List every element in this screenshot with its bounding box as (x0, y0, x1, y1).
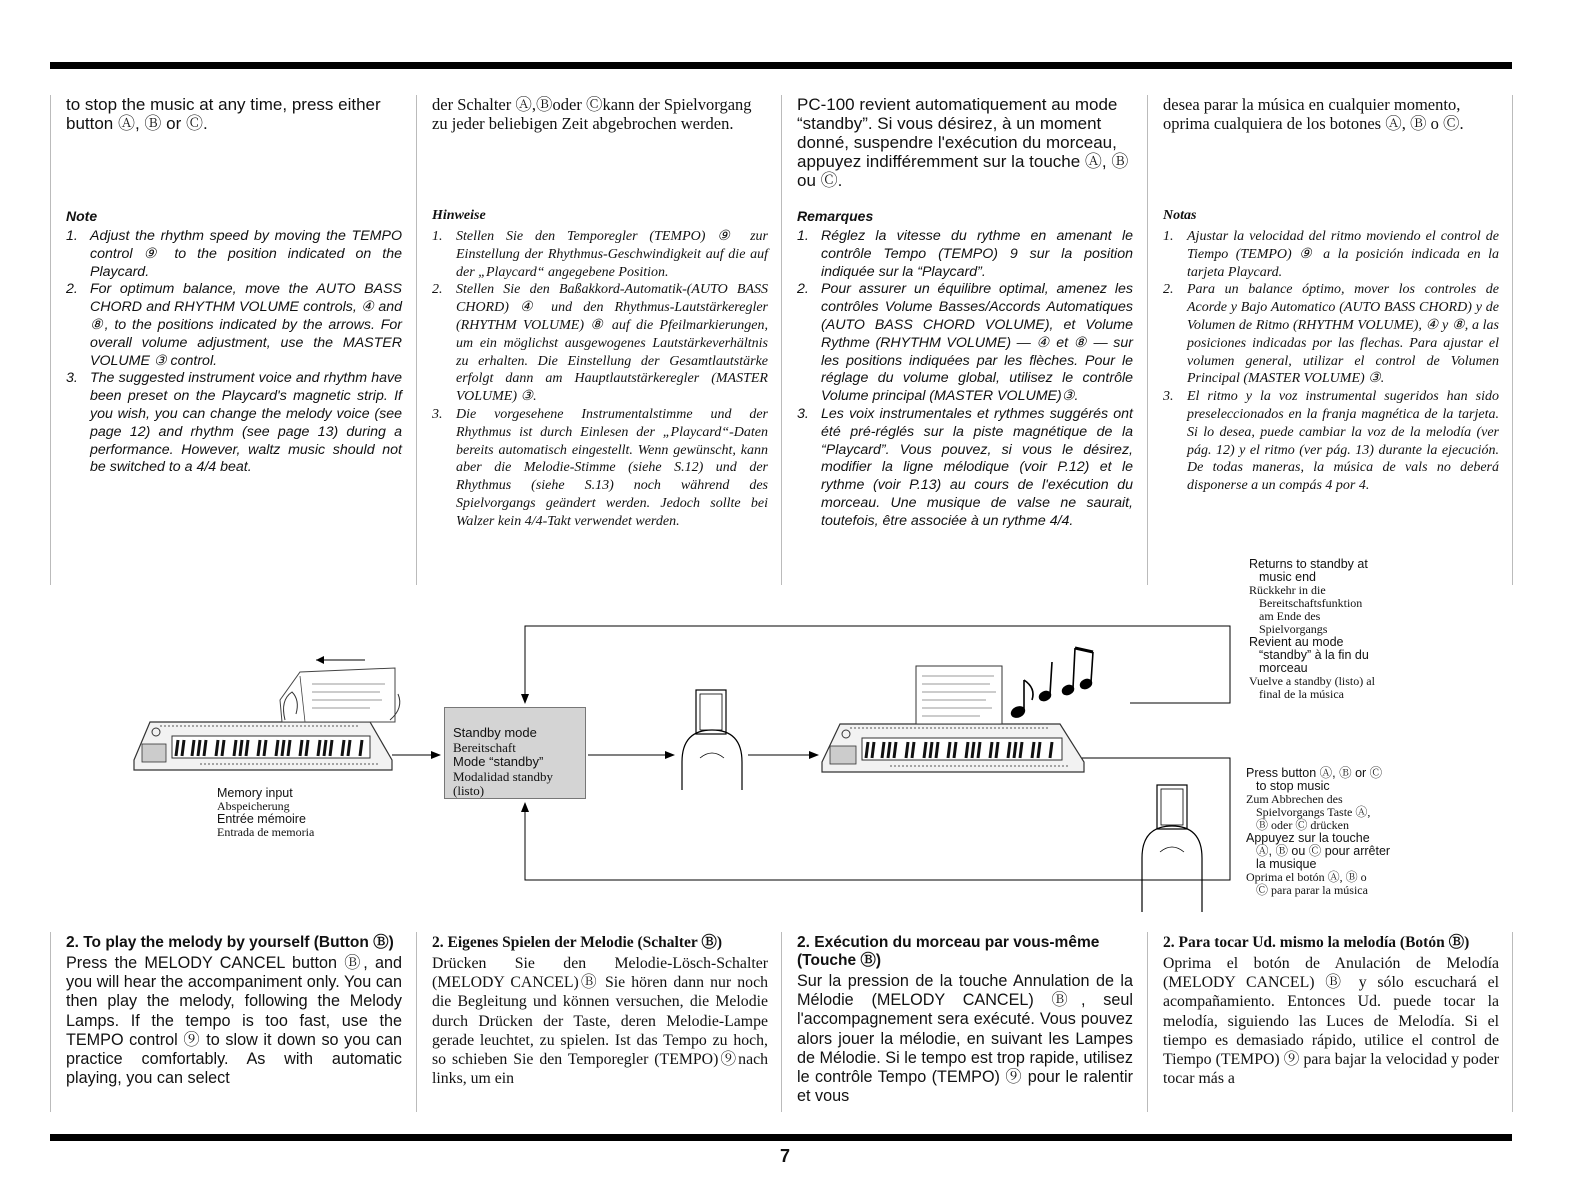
standby-label-en: Standby mode (453, 725, 537, 740)
note-heading: Notas (1163, 208, 1197, 223)
note-heading: Note (66, 208, 98, 224)
note-item: 3. Les voix instrumentales et rythmes suggérés ont été pré-réglés sur la piste magnétique de la “Playcard”. Vous pouvez, si vous le désirez, modifier la ligne mélodique (voir P.12) et le rythme (voir P.13) au cours de l'exécution du morceau. Une musique de valse ne saurait, toutefois, être associée à un rythme 4/4. (797, 405, 1133, 529)
note-item: 1. Stellen Sie den Temporegler (TEMPO) ⑨ zur Einstellung der Rhythmus-Geschwindigkeit auf die auf der „Playcard“ angegebene Position. (432, 229, 768, 280)
press-button-caption: Press button Ⓐ, Ⓑ or Ⓒ to stop music Zum Abbrechen des Spielvorgangs Taste Ⓐ, Ⓑ oder Ⓒ drücken Appuyez sur la touche Ⓐ, Ⓑ ou Ⓒ pour arrêter la musique Oprima el botón Ⓐ, Ⓑ o Ⓒ para parar la música (1246, 766, 1391, 897)
note-item: 2. Pour assurer un équilibre optimal, amenez les contrôles Volume Basses/Accords Automatiques (AUTO BASS CHORD VOLUME), et Volume Rythme (RHYTHM VOLUME) — ④ et ⑧ — sur les positions indiquées par les flèches. Pour le réglage du volume global, utilisez le contrôle Volume principal (MASTER VOLUME)③. (797, 281, 1133, 405)
music-notes-icon (1010, 648, 1094, 719)
standby-label-de: Bereitschaft (453, 739, 516, 755)
section-heading: 2. To play the melody by yourself (Button Ⓑ) (66, 934, 394, 951)
keyboard-illustration-right (822, 666, 1084, 772)
note-item: 2. Para un balance óptimo, mover los controles de Acorde y Bajo Automatico (AUTO BASS CHORD) y de Volumen de Ritmo (RHYTHM VOLUME), ④ y ⑧, a las posiciones indicadas por las flechas. Para ajustar el volumen general, utilizar el control de Volumen Principal (MASTER VOLUME) ③. (1163, 282, 1499, 387)
note-item: 1. Ajustar la velocidad del ritmo moviendo el control de Tiempo (TEMPO) ⑨ a la posición indicada en la tarjeta Playcard. (1163, 229, 1499, 280)
finger-press-illustration (682, 690, 742, 790)
section-heading: 2. Para tocar Ud. mismo la melodía (Botón Ⓑ) (1163, 934, 1470, 951)
memory-input-caption: Memory input Abspeicherung Entrée mémoire Entrada de memoria (217, 786, 315, 839)
note-heading: Hinweise (432, 208, 486, 223)
standby-label-es: Modalidad standby (listo) (453, 768, 554, 798)
intro-text: der Schalter Ⓐ,Ⓑoder Ⓒkann der Spielvorgang zu jeder beliebigen Zeit abgebrochen werden. (432, 95, 752, 133)
standby-label-fr: Mode “standby” (453, 754, 544, 769)
section-spanish (1163, 934, 1499, 1088)
section-heading: 2. Eigenes Spielen der Melodie (Schalter Ⓑ) (432, 934, 723, 951)
note-item: 3. El ritmo y la voz instrumental sugeridos han sido preseleccionados en la franja magnética de la tarjeta. Si lo desea, puede cambiar la voz de la melodía (ver pág. 12) y el ritmo (ver pág. 13) durante la ejecución. De todas maneras, la música de vals no deberá disponerse a un compás 4 por 4. (1163, 389, 1499, 494)
section-french (797, 934, 1133, 1106)
returns-to-standby-caption: Returns to standby at music end Rückkehr in die Bereitschaftsfunktion am Ende des Spielvorgangs Revient au mode “standby” à la fin du morceau Vuelve a standby (listo) al final de la música (1249, 557, 1375, 701)
section-text: Oprima el botón de Anulación de Melodía (MELODY CANCEL) Ⓑ y sólo escuchará el acompañamiento. Entonces Ud. puede tocar la melodía, siguiendo las Luces de Melodía. Si el tiempo es demasiado rápido, utilice el control de Tiempo (TEMPO) ⑨ para bajar la velocidad y poder tocar más a (1163, 955, 1499, 1088)
note-item: 1. Réglez la vitesse du rythme en amenant le contrôle Tempo (TEMPO) 9 sur la position indiquée sur la “Playcard”. (797, 228, 1133, 280)
note-item: 3. Die vorgesehene Instrumentalstimme und der Rhythmus ist durch Einlesen der „Playcard“-Daten bereits automatisch eingestellt. Wenn gewünscht, kann aber die Melodie-Stimme (siehe S.12) und der Rhythmus (siehe S.13) noch während des Spielvorgangs geändert werden. Jedoch sollte bei Walzer kein 4/4-Takt verwendet werden. (432, 406, 768, 529)
section-english (66, 934, 402, 1088)
section-text: Press the MELODY CANCEL button Ⓑ, and you will hear the accompaniment only. You can then play the melody, following the Melody Lamps. If the tempo is too fast, use the TEMPO control ⑨ to slow it down so you can practice comfortably. As with automatic playing, you can select (66, 954, 402, 1088)
section-german (432, 934, 768, 1088)
standby-mode-box (444, 707, 586, 799)
section-text: Sur la pression de la touche Annulation de la Mélodie (MELODY CANCEL) Ⓑ, seul l'accompagnement sera exécuté. Vous pouvez alors jouer la mélodie, en suivant les Lampes de Mélodie. Si le tempo est trop rapide, utilisez le contrôle Tempo (TEMPO) ⑨ pour le ralentir et vous (797, 972, 1133, 1106)
note-heading: Remarques (797, 208, 874, 224)
note-item: 1. Adjust the rhythm speed by moving the TEMPO control ⑨ to the position indicated on the Playcard. (66, 228, 402, 280)
intro-text: desea parar la música en cualquier momento, oprima cualquiera de los botones Ⓐ, Ⓑ o Ⓒ. (1163, 95, 1464, 133)
note-item: 2. For optimum balance, move the AUTO BASS CHORD and RHYTHM VOLUME controls, ④ and ⑧, to the positions indicated by the arrows. For overall volume adjustment, use the MASTER VOLUME ③ control. (66, 281, 402, 369)
section-text: Drücken Sie den Melodie-Lösch-Schalter (MELODY CANCEL)Ⓑ Sie hören dann nur noch die Begleitung und können versuchen, die Melodie durch Drücken der Taste, deren Melodie-Lampe gerade leuchtet, zu spielen. Ist das Tempo zu hoch, so schieben Sie den Temporegler (TEMPO)⑨nach links, um ein (432, 955, 768, 1088)
section-heading: 2. Exécution du morceau par vous-même (Touche Ⓑ) (797, 934, 1100, 969)
keyboard-illustration-left (134, 656, 400, 770)
note-item: 2. Stellen Sie den Baßakkord-Automatik-(AUTO BASS CHORD) ④ und den Rhythmus-Lautstärkeregler (RHYTHM VOLUME) ⑧ auf die Pfeilmarkierungen, um ein möglichst ausgewogenes Lautstärkeverhältnis zu erhalten. Die Einstellung der Gesamtlautstärke erfolgt dann am Hauptlautstärkeregler (MASTER VOLUME) ③. (432, 282, 768, 405)
note-item: 3. The suggested instrument voice and rhythm have been preset on the Playcard's magnetic strip. If you wish, you can change the melody voice (see page 12) and rhythm (see page 13) during a performance. However, waltz music should not be switched to a 4/4 beat. (66, 370, 402, 476)
page-number: 7 (779, 1146, 790, 1166)
intro-text: to stop the music at any time, press either button Ⓐ, Ⓑ or Ⓒ. (66, 95, 381, 133)
intro-text: PC-100 revient automatiquement au mode “standby”. Si vous désirez, à un moment donné, suspendre l'exécution du morceau, appuyez indifféremment sur la touche Ⓐ, Ⓑ ou Ⓒ. (797, 95, 1129, 190)
finger-press-illustration (1142, 785, 1202, 912)
